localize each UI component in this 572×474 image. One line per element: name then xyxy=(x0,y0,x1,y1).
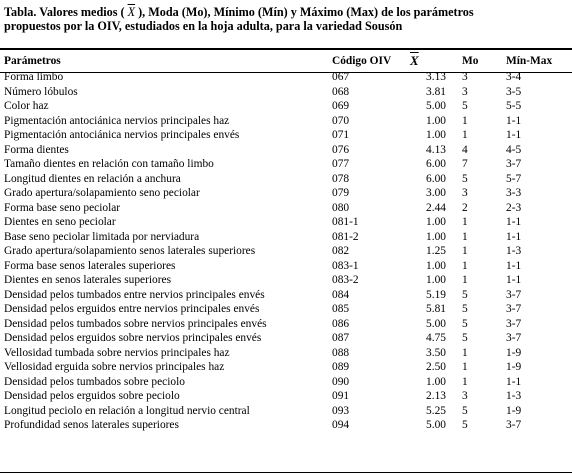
cell-parameter: Dientes en seno peciolar xyxy=(4,216,116,228)
cell-min-max: 1-9 xyxy=(506,404,522,417)
cell-parameter: Pigmentación antociánica nervios principales haz xyxy=(4,114,230,127)
cell-mode: 1 xyxy=(462,114,468,127)
cell-mode: 5 xyxy=(462,404,468,417)
table-row xyxy=(0,99,572,114)
top-rule xyxy=(0,48,572,50)
table-row xyxy=(0,114,572,129)
cell-oiv-code: 070 xyxy=(332,114,350,127)
cell-mean: 2.50 xyxy=(426,361,446,373)
cell-mode: 2 xyxy=(462,201,468,214)
cell-min-max: 4-5 xyxy=(506,143,522,156)
cell-parameter: Dientes en senos laterales superiores xyxy=(4,274,172,286)
cell-parameter: Tamaño dientes en relación con tamaño limbo xyxy=(4,158,214,170)
cell-mean: 1.00 xyxy=(426,114,446,127)
header-mean xyxy=(410,53,462,70)
cell-mean: 2.44 xyxy=(426,201,446,214)
cell-oiv-code: 071 xyxy=(332,129,350,141)
cell-min-max: 1-1 xyxy=(506,230,522,243)
cell-min-max: 3-7 xyxy=(506,317,522,330)
cell-mode: 1 xyxy=(462,361,468,373)
cell-mean: 3.81 xyxy=(426,85,446,98)
cell-mode: 3 xyxy=(462,71,468,83)
cell-oiv-code: 076 xyxy=(332,143,350,156)
cell-mean: 4.13 xyxy=(426,143,446,156)
cell-mode: 1 xyxy=(462,245,468,257)
cell-mean: 5.00 xyxy=(426,419,446,431)
cell-parameter: Densidad pelos tumbados entre nervios principales envés xyxy=(4,288,265,301)
cell-oiv-code: 089 xyxy=(332,361,350,373)
cell-oiv-code: 083-1 xyxy=(332,259,359,272)
cell-min-max: 1-1 xyxy=(506,274,522,286)
cell-mode: 3 xyxy=(462,187,468,199)
cell-min-max: 5-7 xyxy=(506,172,522,185)
cell-mean: 1.00 xyxy=(426,259,446,272)
cell-mode: 7 xyxy=(462,158,468,170)
cell-oiv-code: 069 xyxy=(332,100,350,112)
cell-oiv-code: 078 xyxy=(332,172,350,185)
cell-oiv-code: 088 xyxy=(332,346,350,359)
cell-mode: 1 xyxy=(462,375,468,388)
cell-mode: 1 xyxy=(462,129,468,141)
cell-min-max: 5-5 xyxy=(506,100,522,112)
table-row xyxy=(0,273,572,288)
cell-mean: 6.00 xyxy=(426,158,446,170)
cell-mean: 2.13 xyxy=(426,390,446,402)
header-parametros: Parámetros xyxy=(4,55,61,68)
cell-mode: 1 xyxy=(462,259,468,272)
header-codigo-oiv: Código OIV xyxy=(332,55,392,68)
table-row xyxy=(0,360,572,375)
cell-parameter: Forma base senos laterales superiores xyxy=(4,259,176,272)
cell-mode: 1 xyxy=(462,230,468,243)
cell-min-max: 1-3 xyxy=(506,390,522,402)
cell-mode: 1 xyxy=(462,274,468,286)
cell-min-max: 1-1 xyxy=(506,114,522,127)
cell-oiv-code: 093 xyxy=(332,404,350,417)
cell-mean: 5.19 xyxy=(426,288,446,301)
header-mean-symbol: $\overline{X}$ xyxy=(410,52,419,68)
table-row xyxy=(0,201,572,216)
parameters-table xyxy=(0,53,572,433)
table-row xyxy=(0,70,572,85)
table-row xyxy=(0,288,572,303)
cell-parameter: Número lóbulos xyxy=(4,85,78,98)
caption-line-2: propuestos por la OIV, estudiados en la hoja adulta, para la variedad Sousón xyxy=(4,19,403,33)
cell-min-max: 1-1 xyxy=(506,375,522,388)
cell-oiv-code: 079 xyxy=(332,187,350,199)
cell-mode: 3 xyxy=(462,85,468,98)
cell-mode: 5 xyxy=(462,419,468,431)
cell-mode: 5 xyxy=(462,332,468,344)
cell-parameter: Densidad pelos erguidos entre nervios principales envés xyxy=(4,303,260,315)
cell-mean: 3.50 xyxy=(426,346,446,359)
cell-mean: 1.00 xyxy=(426,274,446,286)
cell-parameter: Vellosidad tumbada sobre nervios principales haz xyxy=(4,346,230,359)
cell-mode: 5 xyxy=(462,303,468,315)
cell-parameter: Vellosidad erguida sobre nervios principales haz xyxy=(4,361,225,373)
table-row xyxy=(0,331,572,346)
cell-oiv-code: 077 xyxy=(332,158,350,170)
cell-parameter: Densidad pelos erguidos sobre nervios principales envés xyxy=(4,332,262,344)
table-row xyxy=(0,128,572,143)
table-row xyxy=(0,389,572,404)
cell-min-max: 1-9 xyxy=(506,361,522,373)
cell-mode: 5 xyxy=(462,172,468,185)
cell-parameter: Forma dientes xyxy=(4,143,69,156)
cell-min-max: 1-3 xyxy=(506,245,522,257)
cell-parameter: Grado apertura/solapamiento seno peciolar xyxy=(4,187,200,199)
cell-oiv-code: 094 xyxy=(332,419,350,431)
cell-mode: 5 xyxy=(462,100,468,112)
cell-parameter: Color haz xyxy=(4,100,49,112)
header-min-max: Mín-Max xyxy=(506,55,553,68)
table-row xyxy=(0,230,572,245)
table-row xyxy=(0,172,572,187)
cell-min-max: 3-7 xyxy=(506,288,522,301)
cell-parameter: Densidad pelos tumbados sobre nervios principales envés xyxy=(4,317,267,330)
table-row xyxy=(0,157,572,172)
cell-min-max: 1-1 xyxy=(506,216,522,228)
cell-mean: 3.13 xyxy=(426,71,446,83)
cell-mean: 1.25 xyxy=(426,245,446,257)
cell-oiv-code: 087 xyxy=(332,332,350,344)
table-row xyxy=(0,85,572,100)
cell-mean: 1.00 xyxy=(426,375,446,388)
table-caption xyxy=(4,5,564,33)
cell-parameter: Longitud dientes en relación a anchura xyxy=(4,172,181,185)
cell-min-max: 1-1 xyxy=(506,259,522,272)
table-row xyxy=(0,259,572,274)
cell-oiv-code: 081-1 xyxy=(332,216,359,228)
cell-parameter: Profundidad senos laterales superiores xyxy=(4,419,179,431)
table-row xyxy=(0,375,572,390)
cell-parameter: Forma base seno peciolar xyxy=(4,201,121,214)
cell-min-max: 3-3 xyxy=(506,187,522,199)
cell-mean: 1.00 xyxy=(426,129,446,141)
cell-oiv-code: 080 xyxy=(332,201,350,214)
caption-line-1 xyxy=(4,5,564,19)
cell-parameter: Base seno peciolar limitada por nerviadura xyxy=(4,230,200,243)
table-row xyxy=(0,244,572,259)
mean-symbol: $\overline{X}$ xyxy=(127,5,136,19)
cell-min-max: 3-4 xyxy=(506,71,522,83)
cell-oiv-code: 082 xyxy=(332,245,350,257)
bottom-rule xyxy=(0,472,572,473)
cell-mode: 4 xyxy=(462,143,468,156)
caption-line-1-prefix: Tabla. Valores medios ( xyxy=(4,5,125,19)
cell-min-max: 3-5 xyxy=(506,85,522,98)
cell-min-max: 1-9 xyxy=(506,346,522,359)
cell-min-max: 3-7 xyxy=(506,332,522,344)
cell-oiv-code: 081-2 xyxy=(332,230,359,243)
cell-min-max: 3-7 xyxy=(506,419,522,431)
cell-oiv-code: 068 xyxy=(332,85,350,98)
cell-min-max: 1-1 xyxy=(506,129,522,141)
cell-mode: 3 xyxy=(462,390,468,402)
cell-oiv-code: 083-2 xyxy=(332,274,359,286)
cell-mode: 1 xyxy=(462,346,468,359)
cell-oiv-code: 067 xyxy=(332,71,350,83)
cell-mean: 5.81 xyxy=(426,303,446,315)
table-row xyxy=(0,186,572,201)
table-row xyxy=(0,215,572,230)
table-row xyxy=(0,418,572,433)
cell-mode: 5 xyxy=(462,288,468,301)
cell-mean: 5.00 xyxy=(426,317,446,330)
cell-min-max: 3-7 xyxy=(506,303,522,315)
cell-parameter: Grado apertura/solapamiento senos laterales superiores xyxy=(4,245,256,257)
cell-min-max: 2-3 xyxy=(506,201,522,214)
table-row xyxy=(0,302,572,317)
cell-mean: 5.00 xyxy=(426,100,446,112)
table-row xyxy=(0,346,572,361)
cell-oiv-code: 090 xyxy=(332,375,350,388)
cell-mode: 5 xyxy=(462,317,468,330)
cell-parameter: Forma limbo xyxy=(4,71,64,83)
cell-oiv-code: 085 xyxy=(332,303,350,315)
cell-mean: 3.00 xyxy=(426,187,446,199)
cell-mean: 1.00 xyxy=(426,230,446,243)
cell-oiv-code: 084 xyxy=(332,288,350,301)
cell-oiv-code: 091 xyxy=(332,390,350,402)
cell-parameter: Pigmentación antociánica nervios principales envés xyxy=(4,129,240,141)
table-body xyxy=(0,70,572,433)
table-row xyxy=(0,143,572,158)
cell-mean: 1.00 xyxy=(426,216,446,228)
cell-parameter: Longitud peciolo en relación a longitud nervio central xyxy=(4,404,250,417)
cell-mean: 6.00 xyxy=(426,172,446,185)
caption-line-1-suffix: ), Moda (Mo), Mínimo (Mín) y Máximo (Max) de los parámetros xyxy=(138,5,474,19)
header-mo: Mo xyxy=(462,55,479,68)
cell-parameter: Densidad pelos erguidos sobre peciolo xyxy=(4,390,180,402)
cell-parameter: Densidad pelos tumbados sobre peciolo xyxy=(4,375,185,388)
cell-mode: 1 xyxy=(462,216,468,228)
table-row xyxy=(0,317,572,332)
cell-mean: 4.75 xyxy=(426,332,446,344)
cell-oiv-code: 086 xyxy=(332,317,350,330)
cell-mean: 5.25 xyxy=(426,404,446,417)
cell-min-max: 3-7 xyxy=(506,158,522,170)
table-row xyxy=(0,404,572,419)
table-header-row xyxy=(0,53,572,70)
